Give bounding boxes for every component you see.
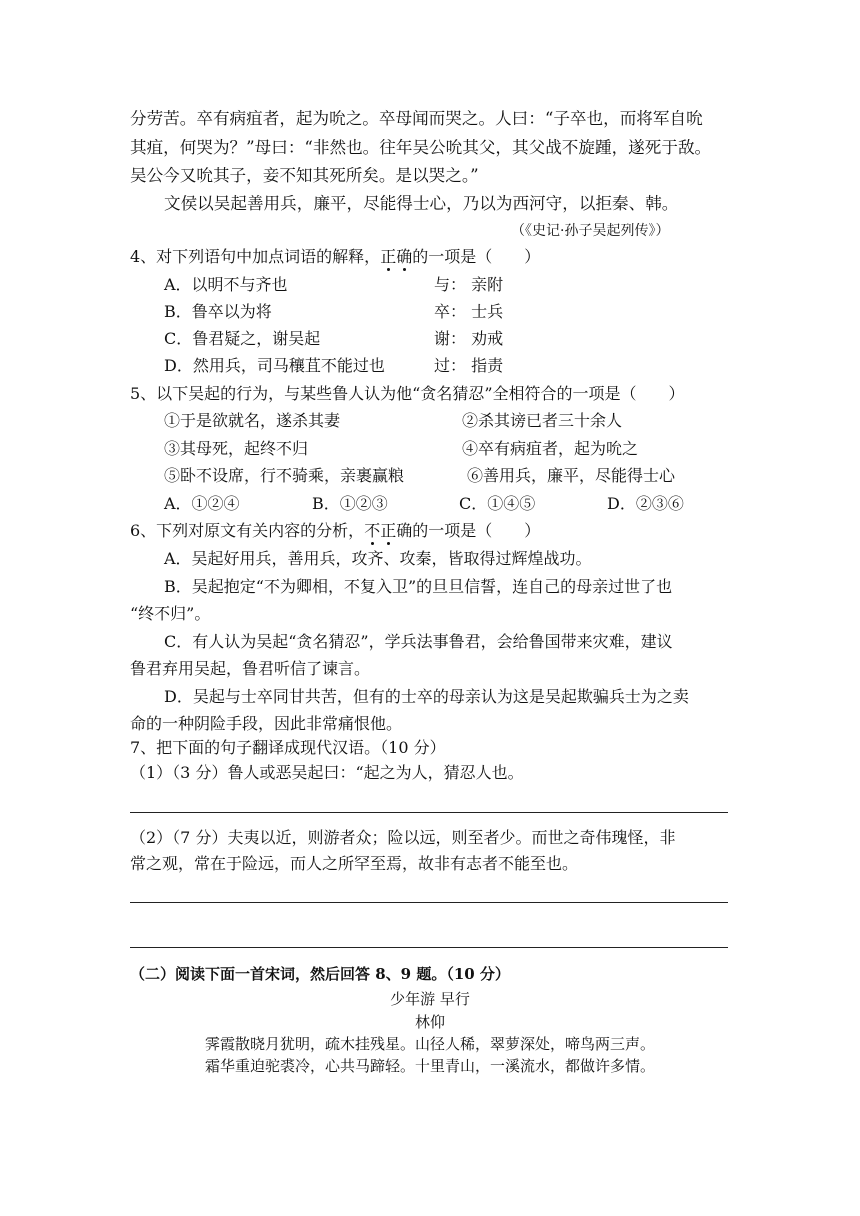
q5-choice-c: C．①④⑤ — [459, 494, 536, 513]
q5-choice-a: A．①②④ — [164, 494, 240, 513]
passage-line-4: 文侯以吴起善用兵，廉平，尽能得士心，乃以为西河守，以拒秦、韩。 — [164, 194, 679, 213]
q6-option-a: A．吴起好用兵，善用兵，攻齐、攻秦，皆取得过辉煌战功。 — [164, 549, 592, 568]
q5-choice-b: B．①②③ — [312, 494, 388, 513]
q4-gloss-c: 谢： 劝戒 — [434, 329, 504, 348]
q7-stem: 7、把下面的句子翻译成现代汉语。（10 分） — [130, 738, 446, 757]
answer-line-2 — [130, 902, 728, 903]
q6-option-b-line-2: “终不归”。 — [130, 604, 211, 623]
passage-line-1: 分劳苦。卒有病疽者，起为吮之。卒母闻而哭之。人曰：“子卒也，而将军自吮 — [130, 109, 703, 128]
q5-item-1: ①于是欲就名，遂杀其妻 — [164, 411, 341, 430]
q4-stem-pre: 4、对下列语句中加点词语的解释， — [130, 247, 381, 266]
q4-option-b: B．鲁卒以为将 — [164, 302, 272, 321]
q7-sentence-2-line-2: 常之观，常在于险远，而人之所罕至焉，故非有志者不能至也。 — [130, 854, 579, 873]
passage-line-3: 吴公今又吮其子，妾不知其死所矣。是以哭之。” — [130, 166, 479, 185]
poem-line-2: 霜华重迫驼裘冷，心共马蹄轻。十里青山，一溪流水，都做许多情。 — [204, 1057, 655, 1075]
poem-author: 林仰 — [414, 1013, 445, 1031]
section-2-heading: （二）阅读下面一首宋词，然后回答 8、9 题。（10 分） — [130, 965, 510, 983]
q6-stem-dotted-1: 不 — [364, 521, 381, 540]
q5-item-3: ③其母死，起终不归 — [164, 439, 309, 458]
q6-option-d-line-2: 命的一种阴险手段，因此非常痛恨他。 — [130, 714, 403, 733]
q4-option-c: C．鲁君疑之，谢吴起 — [164, 329, 321, 348]
q4-stem-dotted-2: 确 — [396, 247, 413, 266]
q6-stem — [130, 520, 540, 542]
q6-stem-dotted-2: 正 — [380, 521, 397, 540]
q7-sentence-1: （1）（3 分）鲁人或恶吴起曰：“起之为人，猜忍人也。 — [130, 763, 524, 782]
q5-item-2: ②杀其谤已者三十余人 — [462, 411, 623, 430]
q6-option-d-line-1: D．吴起与士卒同甘共苦，但有的士卒的母亲认为这是吴起欺骗兵士为之卖 — [164, 687, 689, 706]
q5-item-4: ④卒有病疽者，起为吮之 — [462, 439, 639, 458]
q5-stem: 5、以下吴起的行为，与某些鲁人认为他“贪名猜忍”全相符合的一项是（ ） — [130, 384, 685, 403]
q6-option-b-line-1: B．吴起抱定“不为卿相，不复入卫”的旦旦信誓，连自己的母亲过世了也 — [164, 577, 673, 596]
q4-stem-post: 的一项是（ ） — [412, 247, 541, 266]
poem-line-1: 霁霞散晓月犹明，疏木挂残星。山径人稀，翠萝深处，啼鸟两三声。 — [204, 1035, 655, 1053]
q4-option-a: A．以明不与齐也 — [164, 275, 288, 294]
q6-option-c-line-1: C．有人认为吴起“贪名猜忍”，学兵法事鲁君，会给鲁国带来灾难，建议 — [164, 632, 673, 651]
q5-item-6: ⑥善用兵，廉平，尽能得士心 — [467, 466, 676, 485]
passage-source: （《史记·孙子吴起列传》） — [511, 223, 670, 239]
q5-choice-d: D．②③⑥ — [607, 494, 684, 513]
q5-item-5: ⑤卧不设席，行不骑乘，亲裹赢粮 — [164, 466, 405, 485]
q4-stem-dotted-1: 正 — [380, 247, 397, 266]
q7-sentence-2-line-1: （2）（7 分）夫夷以近，则游者众；险以远，则至者少。而世之奇伟瑰怪，非 — [130, 828, 676, 847]
q4-gloss-a: 与： 亲附 — [434, 275, 504, 294]
q4-stem — [130, 246, 540, 268]
q4-option-d: D．然用兵，司马穰苴不能过也 — [164, 356, 385, 375]
answer-line-1 — [130, 812, 728, 813]
q6-stem-post: 确的一项是（ ） — [396, 521, 541, 540]
q4-gloss-b: 卒： 士兵 — [434, 302, 504, 321]
q6-option-c-line-2: 鲁君弃用吴起，鲁君听信了谏言。 — [130, 659, 371, 678]
poem-title: 少年游 早行 — [390, 990, 470, 1008]
q4-gloss-d: 过： 指责 — [434, 356, 504, 375]
q6-stem-pre: 6、下列对原文有关内容的分析， — [130, 521, 365, 540]
passage-line-2: 其疽，何哭为？”母曰：“非然也。往年吴公吮其父，其父战不旋踵，遂死于敌。 — [130, 138, 712, 157]
answer-line-3 — [130, 947, 728, 948]
